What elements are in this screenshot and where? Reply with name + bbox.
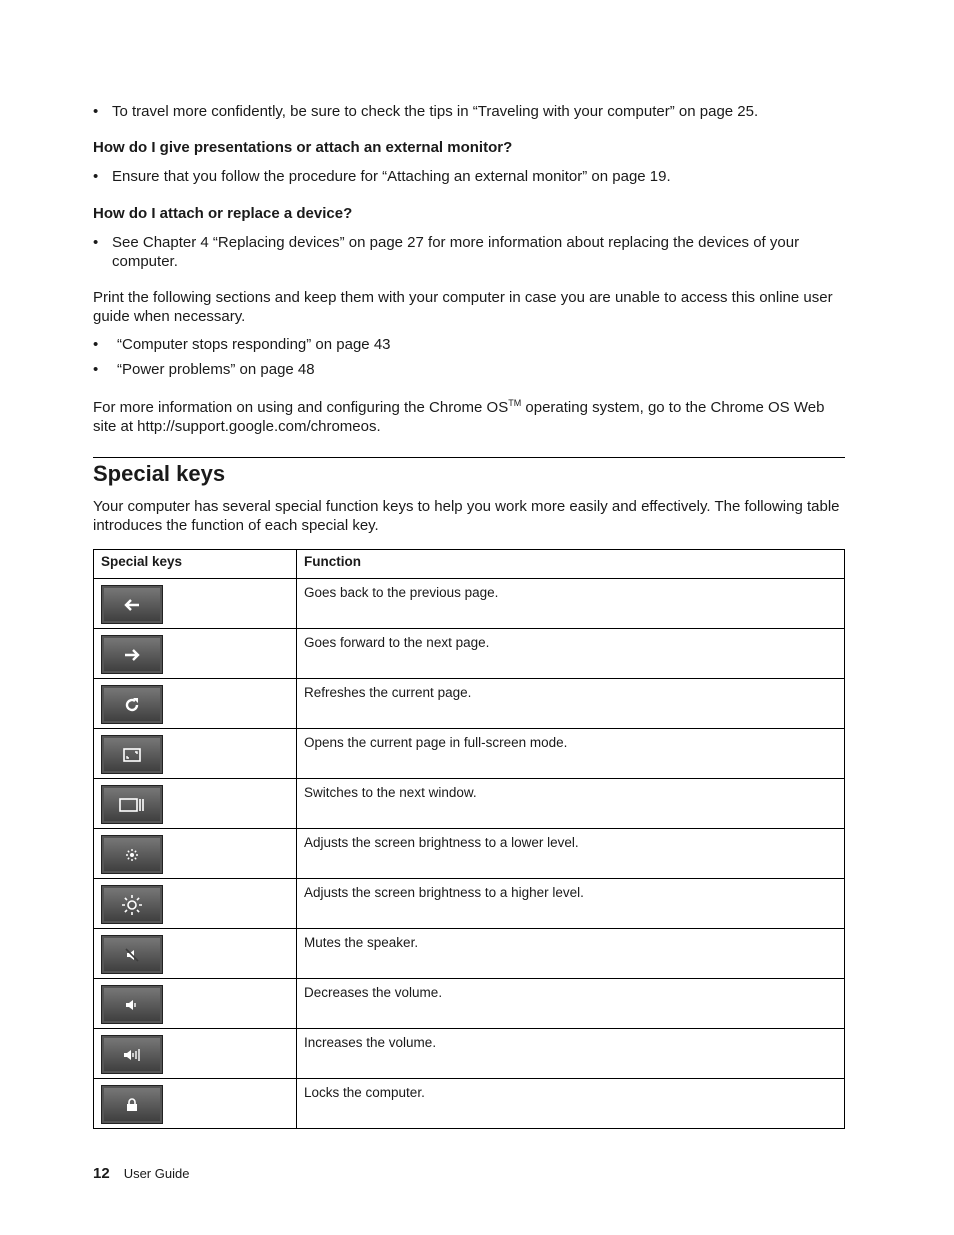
function-cell: Opens the current page in full-screen mode. (297, 729, 845, 779)
list-item-text: See Chapter 4 “Replacing devices” on page 27 for more information about replacing the devices of your computer. (112, 234, 800, 270)
section-title: Special keys (93, 461, 226, 486)
table-row (94, 979, 845, 1029)
table-row (94, 729, 845, 779)
function-cell: Refreshes the current page. (297, 679, 845, 729)
section-intro: Your computer has several special function keys to help you work more easily and effectively. The following table introduces the function of each special key. (93, 498, 840, 534)
back-arrow-icon (101, 585, 163, 624)
table-row (94, 679, 845, 729)
key-cell (94, 1079, 297, 1129)
function-cell: Goes forward to the next page. (297, 629, 845, 679)
brightness-up-icon (101, 885, 163, 924)
table-row (94, 1029, 845, 1079)
table-row (94, 929, 845, 979)
list-item-text: Ensure that you follow the procedure for “Attaching an external monitor” on page 19. (112, 168, 671, 185)
forward-arrow-icon (101, 635, 163, 674)
section-divider (93, 457, 845, 458)
key-cell (94, 979, 297, 1029)
key-cell (94, 929, 297, 979)
table-row (94, 829, 845, 879)
table-row (94, 579, 845, 629)
key-cell (94, 679, 297, 729)
brightness-down-icon (101, 835, 163, 874)
question-heading: How do I attach or replace a device? (93, 205, 353, 222)
more-info-text: operating system, go to the Chrome OS Web site at http://support.google.com/chromeos. (93, 399, 825, 435)
fullscreen-icon (101, 735, 163, 774)
key-cell (94, 879, 297, 929)
more-info-paragraph (93, 398, 845, 436)
function-cell: Goes back to the previous page. (297, 579, 845, 629)
key-cell (94, 829, 297, 879)
function-cell: Adjusts the screen brightness to a lower level. (297, 829, 845, 879)
function-cell: Switches to the next window. (297, 779, 845, 829)
trademark: TM (508, 398, 522, 408)
volume-down-icon (101, 985, 163, 1024)
function-cell: Decreases the volume. (297, 979, 845, 1029)
column-header: Special keys (94, 550, 297, 579)
column-header: Function (297, 550, 845, 579)
list-item-text: “Computer stops responding” on page 43 (117, 336, 391, 353)
lock-icon (101, 1085, 163, 1124)
table-row (94, 1079, 845, 1129)
list-item-text: “Power problems” on page 48 (117, 361, 315, 378)
key-cell (94, 579, 297, 629)
key-cell (94, 779, 297, 829)
print-paragraph: Print the following sections and keep them with your computer in case you are unable to access this online user guide when necessary. (93, 289, 833, 325)
mute-icon (101, 935, 163, 974)
function-cell: Increases the volume. (297, 1029, 845, 1079)
function-cell: Mutes the speaker. (297, 929, 845, 979)
key-cell (94, 729, 297, 779)
question-heading: How do I give presentations or attach an external monitor? (93, 139, 513, 156)
page-number: 12 (93, 1165, 110, 1182)
page-footer (93, 1165, 189, 1183)
table-header-row (94, 550, 845, 579)
table-row (94, 879, 845, 929)
key-cell (94, 1029, 297, 1079)
function-cell: Locks the computer. (297, 1079, 845, 1129)
table-row (94, 629, 845, 679)
footer-title: User Guide (123, 1166, 190, 1181)
more-info-text: For more information on using and configuring the Chrome OS (93, 399, 509, 416)
volume-up-icon (101, 1035, 163, 1074)
table-row (94, 779, 845, 829)
special-keys-table (93, 549, 845, 1129)
list-item-text: To travel more confidently, be sure to check the tips in “Traveling with your computer” on page 25. (112, 103, 759, 120)
function-cell: Adjusts the screen brightness to a higher level. (297, 879, 845, 929)
refresh-icon (101, 685, 163, 724)
next-window-icon (101, 785, 163, 824)
key-cell (94, 629, 297, 679)
